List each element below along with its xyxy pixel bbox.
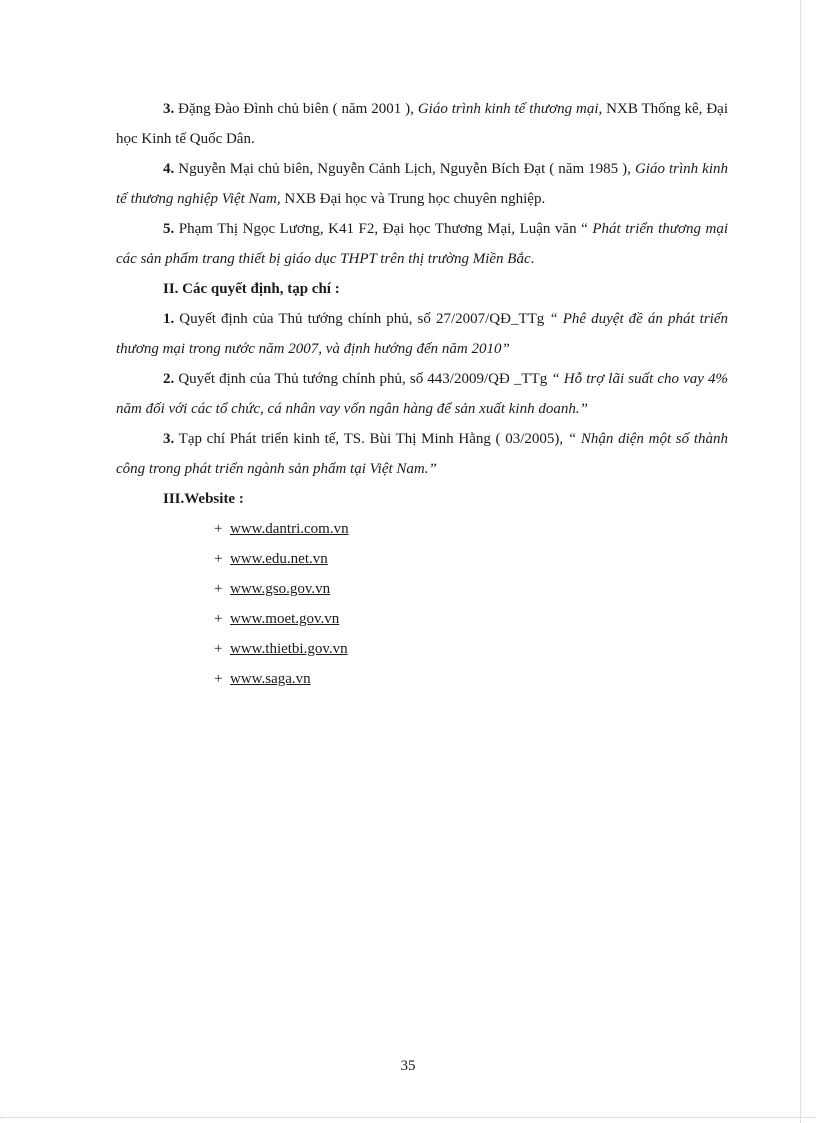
page-number: 35 xyxy=(400,1058,416,1074)
page-content xyxy=(116,94,728,694)
reference-item xyxy=(116,214,728,274)
reference-number: 4. xyxy=(163,161,175,177)
decision-number: 2. xyxy=(163,371,175,387)
section-heading-decisions: II. Các quyết định, tạp chí : xyxy=(163,281,340,297)
website-link[interactable]: www.edu.net.vn xyxy=(230,551,328,567)
decision-item xyxy=(116,304,728,364)
reference-text: NXB Thống kê, Đại học Kinh tế Quốc Dân. xyxy=(116,101,728,147)
website-list xyxy=(116,514,728,694)
list-item xyxy=(116,664,728,694)
decision-text: Tạp chí Phát triển kinh tế, TS. Bùi Thị Minh Hằng ( 03/2005), xyxy=(174,431,568,447)
decision-number: 1. xyxy=(163,311,175,327)
reference-title: Phát triển thương mại các sản phẩm trang thiết bị giáo dục THPT trên thị trường Miền Bắc xyxy=(116,221,728,267)
decision-item xyxy=(116,424,728,484)
page-edge-right xyxy=(800,0,801,1123)
list-item xyxy=(116,574,728,604)
reference-text: Phạm Thị Ngọc Lương, K41 F2, Đại học Thương Mại, Luận văn “ xyxy=(174,221,593,237)
reference-item xyxy=(116,154,728,214)
website-link[interactable]: www.moet.gov.vn xyxy=(230,611,340,627)
reference-title: Giáo trình kinh tế thương nghiệp Việt Nam, xyxy=(116,161,729,207)
list-item xyxy=(116,634,728,664)
decision-title: “ Phê duyệt đề án phát triển thương mại trong nước năm 2007, và định hướng đến năm 2010” xyxy=(116,311,728,357)
decision-title: “ Nhận diện một số thành công trong phát triển ngành sản phẩm tại Việt Nam.” xyxy=(116,431,729,477)
reference-text: . xyxy=(530,251,535,267)
plus-bullet: + xyxy=(214,641,223,657)
reference-text: Đặng Đào Đình chủ biên ( năm 2001 ), xyxy=(174,101,418,117)
reference-item xyxy=(116,94,728,154)
list-item xyxy=(116,544,728,574)
decision-text: Quyết định của Thủ tướng chính phủ, số 27/2007/QĐ_TTg xyxy=(174,311,550,327)
plus-bullet: + xyxy=(214,611,223,627)
decision-title: “ Hỗ trợ lãi suất cho vay 4% năm đối với các tổ chức, cá nhân vay vốn ngân hàng để sản xuất kinh doanh.” xyxy=(116,371,729,417)
decision-number: 3. xyxy=(163,431,175,447)
website-link[interactable]: www.thietbi.gov.vn xyxy=(230,641,348,657)
list-item xyxy=(116,514,728,544)
decision-text: Quyết định của Thủ tướng chính phủ, số 443/2009/QĐ _TTg xyxy=(174,371,552,387)
reference-number: 5. xyxy=(163,221,175,237)
website-link[interactable]: www.saga.vn xyxy=(230,671,311,687)
plus-bullet: + xyxy=(214,581,223,597)
website-link[interactable]: www.gso.gov.vn xyxy=(230,581,331,597)
plus-bullet: + xyxy=(214,551,223,567)
reference-title: Giáo trình kinh tế thương mại, xyxy=(417,101,603,117)
reference-number: 3. xyxy=(163,101,175,117)
plus-bullet: + xyxy=(214,671,223,687)
reference-text: NXB Đại học và Trung học chuyên nghiệp. xyxy=(280,191,546,207)
website-link[interactable]: www.dantri.com.vn xyxy=(230,521,349,537)
list-item xyxy=(116,604,728,634)
decision-item xyxy=(116,364,728,424)
section-heading-websites: III.Website : xyxy=(163,491,244,507)
reference-text: Nguyễn Mại chủ biên, Nguyễn Cảnh Lịch, Nguyễn Bích Đạt ( năm 1985 ), xyxy=(174,161,635,177)
plus-bullet: + xyxy=(214,521,223,537)
page-edge-bottom xyxy=(0,1117,816,1118)
